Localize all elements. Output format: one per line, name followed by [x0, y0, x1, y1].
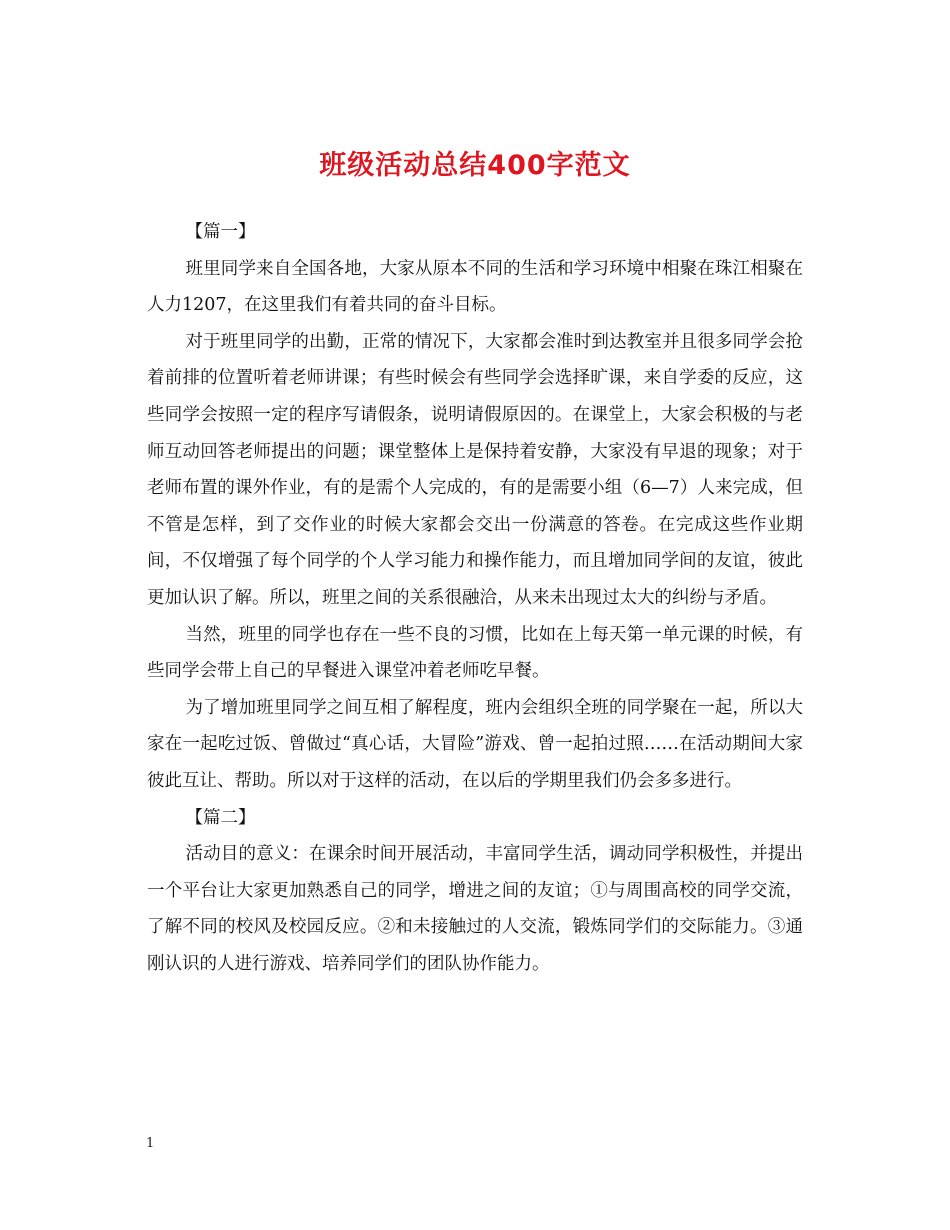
page-number: 1 — [146, 1136, 155, 1151]
section-heading-2: 【篇二】 — [185, 807, 256, 828]
section-heading-1: 【篇一】 — [185, 222, 256, 242]
paragraph: 对于班里同学的出勤，正常的情况下，大家都会准时到达教室并且很多同学会抢着前排的位置听着老师讲课；有些时候会有些同学会选择旷课，来自学委的反应，这些同学会按照一定的程序写请假条，说明请假原因的。在课堂上，大家会积极的与老师互动回答老师提出的问题；课堂整体上是保持着安静，大家没有早退的现象；对于老师布置的课外作业，有的是需个人完成的，有的是需要小组（6—7）人来完成，但不管是怎样，到了交作业的时候大家都会交出一份满意的答卷。在完成这些作业期间，不仅增强了每个同学的个人学习能力和操作能力，而且增加同学间的友谊，彼此更加认识了解。所以，班里之间的关系很融洽，从来未出现过太大的纠纷与矛盾。 — [147, 331, 803, 608]
paragraph: 活动目的意义：在课余时间开展活动，丰富同学生活，调动同学积极性，并提出一个平台让大家更加熟悉自己的同学，增进之间的友谊；①与周围高校的同学交流，了解不同的校风及校园反应。②和未接触过的人交流，锻炼同学们的交际能力。③通刚认识的人进行游戏、培养同学们的团队协作能力。 — [147, 844, 803, 974]
document-title: 班级活动总结400字范文 — [319, 150, 631, 181]
paragraph: 为了增加班里同学之间互相了解程度，班内会组织全班的同学聚在一起，所以大家在一起吃过饭、曾做过“真心话，大冒险”游戏、曾一起拍过照……在活动期间大家彼此互让、帮助。所以对于这样的活动，在以后的学期里我们仍会多多进行。 — [147, 697, 803, 791]
document-body — [147, 214, 803, 982]
paragraph: 当然，班里的同学也存在一些不良的习惯，比如在上每天第一单元课的时候，有些同学会带上自己的早餐进入课堂冲着老师吃早餐。 — [147, 624, 803, 682]
paragraph: 班里同学来自全国各地，大家从原本不同的生活和学习环境中相聚在珠江相聚在人力1207，在这里我们有着共同的奋斗目标。 — [147, 258, 803, 316]
